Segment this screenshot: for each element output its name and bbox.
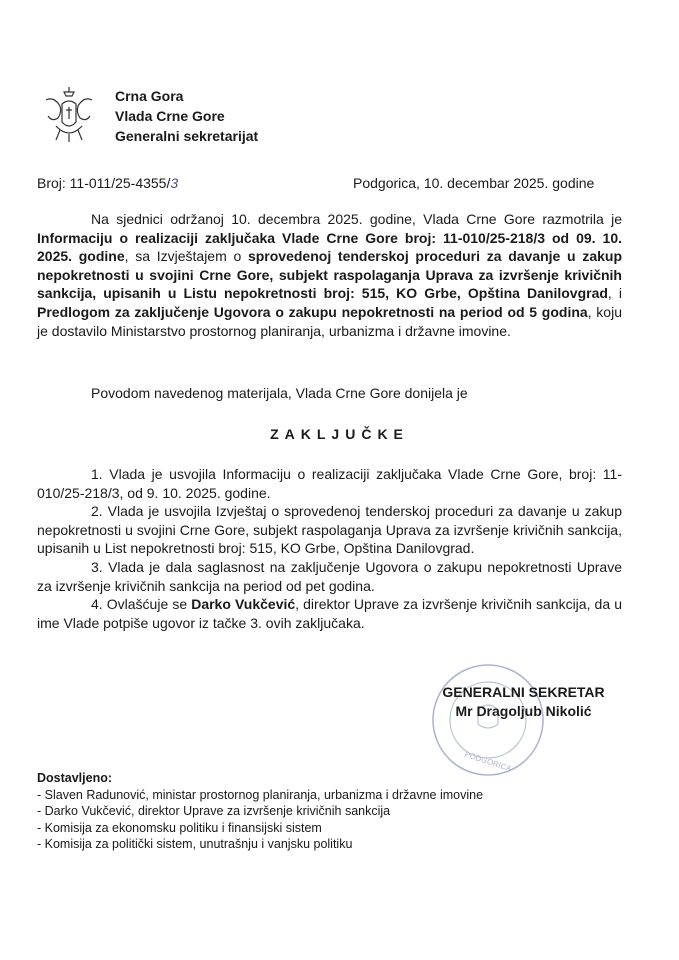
intro-paragraph bbox=[37, 210, 622, 340]
header-government: Vlada Crne Gore bbox=[115, 108, 225, 124]
intro-text-2: , sa Izvještajem o bbox=[124, 248, 248, 265]
reference-line bbox=[37, 175, 637, 191]
intro-bold-3: Predlogom za zaključenje Ugovora o zakupu nepokretnosti na period od 5 godina bbox=[37, 303, 588, 320]
item4-text-c: , direktor Uprave za izvršenje krivičnih sankcija, da u ime Vlade potpiše ugovor iz tačke 3. ovih zaključaka. bbox=[37, 596, 622, 631]
conclusion-item-2: 2. Vlada je usvojila Izvještaj o sprovedenoj tenderskoj proceduri za davanje u zakup nepokretnosti u svojini Crne Gore, subjekt raspolaganja Uprava za izvršenje krivičnih sankcija, upisanih u List nepokretnosti broj: 515, KO Grbe, Opština Danilovgrad. bbox=[37, 503, 622, 557]
intro-text-3: , i bbox=[607, 285, 622, 302]
conclusion-item-1: 1. Vlada je usvojila Informaciju o realizaciji zaključaka Vlade Crne Gore, broj: 11-010/25-218/3, od 9. 10. 2025. godine. bbox=[37, 466, 622, 501]
item4-name: Darko Vukčević bbox=[191, 596, 296, 613]
distribution-item: - Slaven Radunović, ministar prostornog planiranja, urbanizma i državne imovine bbox=[37, 787, 484, 802]
handwritten-number: 3 bbox=[170, 175, 179, 191]
conclusions-list bbox=[37, 465, 622, 632]
signature-title: GENERALNI SEKRETAR bbox=[442, 684, 605, 700]
conclusions-title: ZAKLJUČKE bbox=[270, 426, 409, 442]
place-date: Podgorica, 10. decembar 2025. godine bbox=[353, 175, 595, 191]
distribution-title: Dostavljeno: bbox=[37, 771, 113, 785]
stamp-city-text: PODGORICA bbox=[463, 749, 513, 774]
intro-bold-1: Informaciju o realizaciji zaključaka Vlade Crne Gore broj: 11-010/25-218/3 od 09. 10. 2025. godine bbox=[37, 229, 622, 265]
item4-text-a: 4. Ovlašćuje se bbox=[91, 596, 192, 613]
conclusion-item-4 bbox=[37, 595, 622, 632]
povodom-paragraph: Povodom navedenog materijala, Vlada Crne Gore donijela je bbox=[91, 385, 468, 401]
header-country: Crna Gora bbox=[115, 88, 184, 104]
intro-text-1: Na sjednici održanoj 10. decembra 2025. godine, Vlada Crne Gore razmotrila je bbox=[91, 211, 622, 227]
distribution-item: - Komisija za politički sistem, unutrašnju i vanjsku politiku bbox=[37, 837, 353, 851]
intro-bold-2: sprovedenoj tenderskoj proceduri za davanje u zakup nepokretnosti u svojini Crne Gore, subjekt raspolaganja Uprava za izvršenje krivičnih sankcija, upisanih u Listu nepokretnosti broj: 515, KO Grbe, Opština Danilovgrad bbox=[37, 248, 622, 302]
signature-block bbox=[421, 683, 626, 721]
signature-name: Mr Dragoljub Nikolić bbox=[455, 703, 592, 719]
coat-of-arms-icon bbox=[42, 86, 96, 144]
intro-text-4: , koju je dostavilo Ministarstvo prostornog planiranja, urbanizma i državne imovine. bbox=[37, 303, 622, 339]
conclusion-item-3: 3. Vlada je dala saglasnost na zaključenje Ugovora o zakupu nepokretnosti Uprave za izvršenje krivičnih sankcija na period od pet godina. bbox=[37, 558, 622, 594]
reference-number: Broj: 11-011/25-4355/ bbox=[37, 175, 171, 191]
header-secretariat: Generalni sekretarijat bbox=[115, 128, 259, 144]
distribution-item: - Komisija za ekonomsku politiku i finansijski sistem bbox=[37, 820, 322, 835]
distribution-item: - Darko Vukčević, direktor Uprave za izvršenje krivičnih sankcija bbox=[37, 804, 391, 818]
distribution-list bbox=[37, 770, 597, 853]
